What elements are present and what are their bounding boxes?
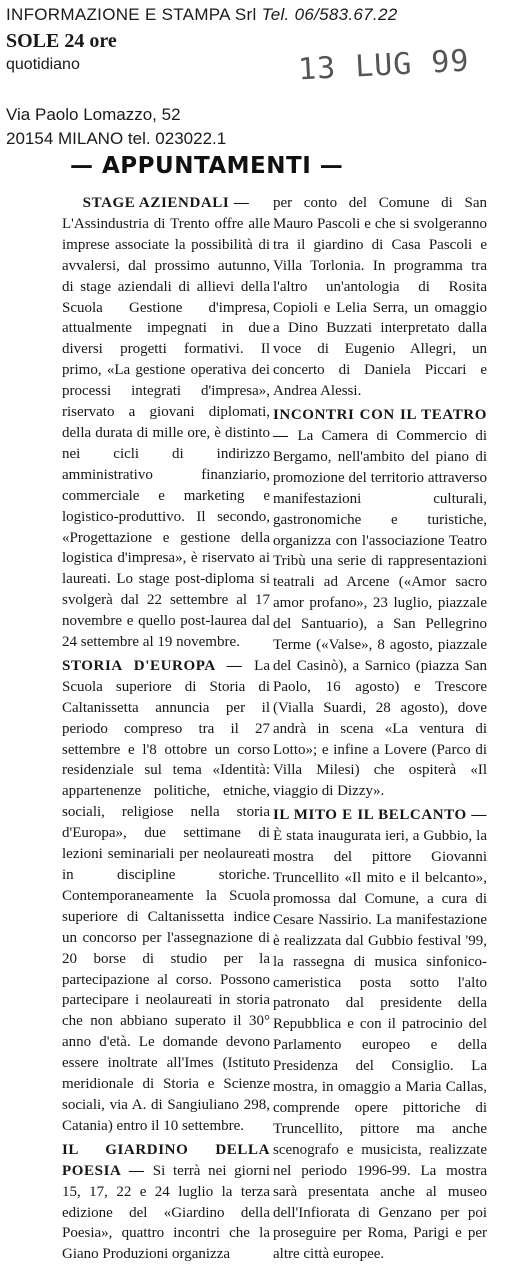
column-right [273, 193, 487, 1265]
article-body: È stata inaugurata ieri, a Gubbio, la mostra del pittore Giovanni Truncellito «Il mito e il belcanto», promossa dal Comune, a cura di Cesare Nassirio. La manifestazione è realizzata dal Gubbio festival '99, la rassegna di musica sinfonico-cameristica posta sotto l'alto patronato dal presidente della Repubblica e con il patrocinio del Parlamento europeo e della Presidenza del Consiglio. La mostra, in omaggio a Maria Callas, comprende opere pittoriche di Truncellito, pittore ma anche scenografo e musicista, realizzate nel periodo 1996-99. La mostra sarà presentata anche al museo dell'Infiorata di Genzano per poi proseguire per Roma, Parigi e per altre città europee. [273, 828, 487, 1263]
article-incontri-teatro [273, 405, 487, 802]
article-giardino-poesia [62, 1140, 270, 1265]
agency-line [6, 5, 397, 25]
article-giardino-poesia-continued [273, 193, 487, 402]
article-stage-aziendali [62, 193, 270, 653]
article-body: La Camera di Commercio di Bergamo, nell'ambito del piano di promozione del territorio attraverso manifestazioni culturali, gastronomiche e turistiche, organizza con l'associazione Teatro Tribù una serie di rappresentazioni teatrali ad Arcene («Amor sacro amor profano», 23 luglio, piazzale del Santuario), a San Pellegrino Terme («Valse», 8 agosto, piazzale del Casinò), a Sarnico (piazza San Paolo, 16 agosto) e Trescore (Vialla Suardi, 28 agosto), dove andrà in scena «La ventura di Lotto»; e infine a Lovere (Parco di Villa Milesi) che ospiterà «Il viaggio di Dizzy». [273, 427, 487, 800]
article-heading: INCONTRI CON IL TEATRO — [273, 407, 487, 444]
publication-name: SOLE 24 ore [6, 30, 117, 52]
article-heading: STAGE AZIENDALI — [82, 195, 250, 211]
article-body: per conto del Comune di San Mauro Pascoli e che si svolgeranno tra il giardino di Casa Pascoli e Villa Torlonia. In programma tra l'altro un'antologia di Rosita Copioli e Lelia Serra, un omaggio a Dino Buzzati interpretato dalla voce di Eugenio Allegri, un concerto di Daniela Piccari e Andrea Alessi. [273, 195, 487, 400]
agency-name: INFORMAZIONE E STAMPA Srl [6, 5, 257, 24]
column-left [62, 193, 270, 1265]
section-rubric: — APPUNTAMENTI — [70, 153, 344, 179]
article-body: La Scuola superiore di Storia di Caltanissetta annuncia per il periodo compreso tra il 27 settembre e l'8 ottobre un corso residenziale sul tema «Identità: appartenenze politiche, etniche, sociali, religiose nella storia d'Europa», due settimane di lezioni seminariali per neolaureati in discipline storiche. Contemporaneamente la Scuola superiore di Caltanissetta indice un concorso per l'assegnazione di 20 borse di studio per la partecipazione al corso. Possono partecipare i neolaureati in storia che non abbiano superato il 30° anno d'età. Le domande devono essere inoltrate all'Imes (Istituto meridionale di Storia e Scienze sociali, via A. di Sangiuliano 298, Catania) entro il 10 settembre. [62, 657, 270, 1134]
article-heading: STORIA D'EUROPA — [62, 657, 255, 674]
article-body: L'Assindustria di Trento offre alle imprese associate la possibilità di avvalersi, dal prossimo autunno, di stage aziendali di allievi della Scuola Gestione d'impresa, attualmente impegnati in due diversi progetti formativi. Il primo, «La gestione operativa dei processi integrati d'impresa», riservato a giovani diplomati, della durata di mille ore, è distinto nei cicli di indirizzo amministrativo finanziario, commerciale e marketing e logistico-produttivo. Il secondo, «Progettazione e gestione della logistica d'impresa», è riservato ai laureati. Lo stage post-diploma si svolgerà dal 22 settembre al 17 novembre e quello post-laurea dal 24 settembre al 19 novembre. [62, 215, 270, 651]
article-storia-europa [62, 656, 270, 1137]
article-mito-belcanto [273, 805, 487, 1265]
publication-frequency: quotidiano [6, 56, 80, 73]
agency-phone: Tel. 06/583.67.22 [261, 5, 398, 24]
address-street: Via Paolo Lomazzo, 52 [6, 105, 181, 124]
address-city: 20154 MILANO tel. 023022.1 [6, 129, 227, 148]
article-heading: IL GIARDINO DELLA POESIA — [62, 1141, 270, 1179]
date-stamp: 13 LUG 99 [297, 43, 471, 88]
article-heading: IL MITO E IL BELCANTO — [273, 807, 487, 824]
article-body: Si terrà nei giorni 15, 17, 22 e 24 luglio la terza edizione del «Giardino della Poesia», quattro incontri che la Giano Produzioni organizza [62, 1162, 270, 1263]
